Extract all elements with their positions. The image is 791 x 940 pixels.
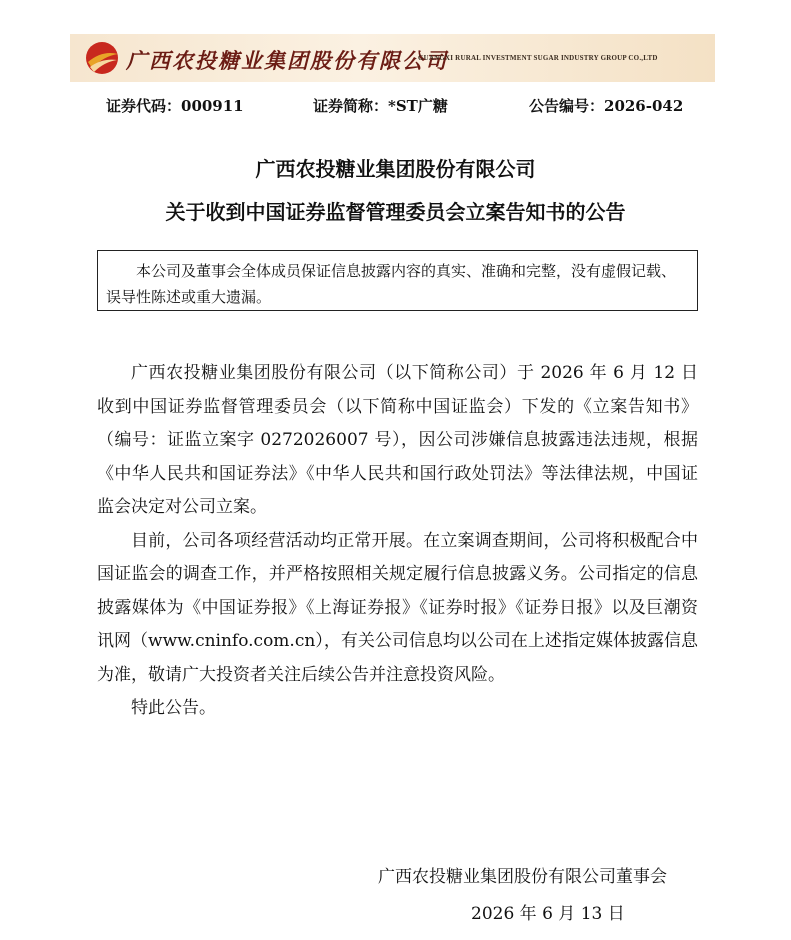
company-name-en: GUANGXI RURAL INVESTMENT SUGAR INDUSTRY GROUP CO.,LTD [418,54,658,62]
signature-organization: 广西农投糖业集团股份有限公司董事会 [378,867,667,887]
sun-swoosh-logo-icon [84,40,120,76]
security-code: 证券代码：000911 [106,97,244,115]
body-paragraph-1: 广西农投糖业集团股份有限公司（以下简称公司）于 2026 年 6 月 12 日收到中国证券监督管理委员会（以下简称中国证监会）下发的《立案告知书》（编号：证监立案字 0272026007 号），因公司涉嫌信息披露违法违规，根据《中华人民共和国证券法》《中华人民共和国行政处罚法》等法律法规，中国证监会决定对公司立案。 [97,363,698,517]
signature-date: 2026 年 6 月 13 日 [471,904,625,924]
board-statement-box [97,250,698,311]
body-paragraph-2: 目前，公司各项经营活动均正常开展。在立案调查期间，公司将积极配合中国证监会的调查工作，并严格按照相关规定履行信息披露义务。公司指定的信息披露媒体为《中国证券报》《上海证券报》《证券时报》《证券日报》以及巨潮资讯网（www.cninfo.com.cn），有关公司信息均以公司在上述指定媒体披露信息为准，敬请广大投资者关注后续公告并注意投资风险。 [97,530,698,685]
company-name-cn: 广西农投糖业集团股份有限公司 [126,49,448,73]
letterhead-banner [70,34,715,82]
board-statement-text: 本公司及董事会全体成员保证信息披露内容的真实、准确和完整，没有虚假记载、误导性陈述或重大遗漏。 [106,262,677,306]
document-title-subject: 关于收到中国证券监督管理委员会立案告知书的公告 [165,200,626,224]
document-title-company: 广西农投糖业集团股份有限公司 [255,157,536,181]
security-abbreviation: 证券简称：*ST广糖 [313,97,448,115]
notice-number: 公告编号：2026-042 [529,97,684,115]
announcement-body [97,357,698,726]
body-paragraph-3: 特此公告。 [131,698,216,718]
